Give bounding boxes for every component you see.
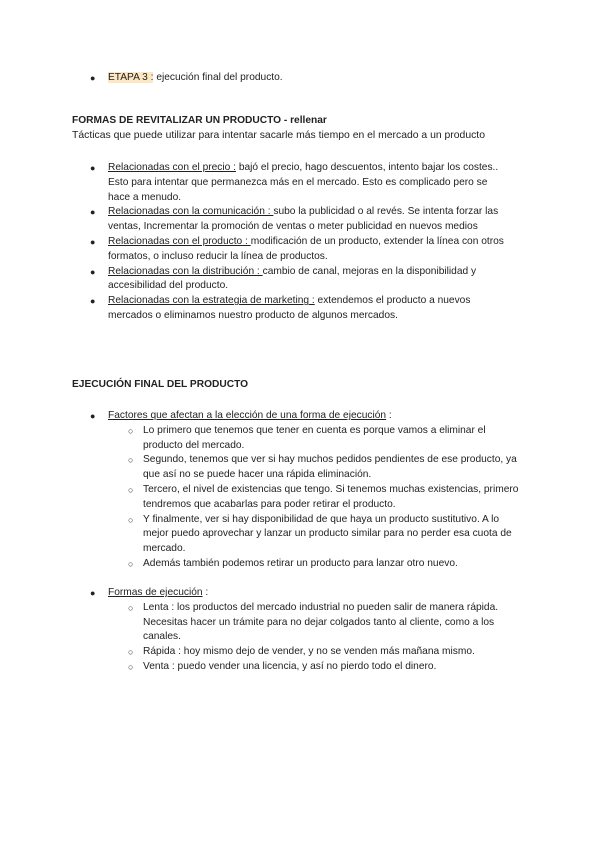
factores-sublist	[0, 424, 600, 572]
sub-item-text: Lo primero que tenemos que tener en cuenta es porque vamos a eliminar el producto del mercado.	[143, 424, 486, 451]
list-item	[0, 205, 600, 235]
item-label: Relacionadas con el precio :	[108, 162, 236, 173]
item-text: bajó el precio, hago descuentos, intento bajar los costes.. Esto para intentar que permanezca más en el mercado. Esto es complicado pero se hace a menudo.	[108, 162, 499, 203]
section-title-ejecucion: EJECUCIÓN FINAL DEL PRODUCTO	[72, 379, 249, 390]
bullet-icon: ●	[90, 411, 96, 421]
bullet-icon: ●	[90, 266, 96, 277]
sub-item-text: Lenta : los productos del mercado industrial no pueden salir de manera rápida. Necesitas hacer un trámite para no dejar colgados tanto al cliente, como a los canales.	[143, 601, 499, 643]
item-label: Relacionadas con la comunicación :	[108, 206, 274, 218]
bullet-icon: ●	[90, 296, 96, 307]
bullet-icon: ●	[90, 207, 96, 218]
sub-list-item	[0, 645, 600, 660]
factores-block	[0, 409, 600, 572]
sub-item-text: Y finalmente, ver si hay disponibilidad de que haya un producto sustitutivo. A lo mejor puedo aprovechar y lanzar un producto similar para no perder esa cuota de mercado.	[143, 513, 512, 555]
sub-item-text: Segundo, tenemos que ver si hay muchos pedidos pendientes de ese producto, ya que así no se puede hacer una rápida eliminación.	[143, 454, 517, 481]
item-text: extendemos el producto a nuevos mercados o eliminamos nuestro producto de algunos mercados.	[108, 295, 471, 321]
circle-bullet-icon: ○	[128, 647, 134, 658]
list-item	[0, 71, 600, 86]
formas-suffix: :	[202, 587, 209, 598]
tacticas-list	[0, 161, 600, 324]
item-label: Relacionadas con la estrategia de marketing :	[108, 295, 315, 307]
sub-list-item	[0, 483, 600, 513]
sub-list-item	[0, 424, 600, 454]
list-item	[0, 265, 600, 295]
sub-list-item	[0, 601, 600, 645]
formas-label: Formas de ejecución	[108, 587, 203, 598]
formas-sublist	[0, 601, 600, 675]
item-text: subo la publicidad o al revés. Se intenta forzar las ventas, Incrementar la promoción de ventas o meter publicidad en nuevos medios	[108, 206, 499, 233]
bullet-icon: ●	[90, 73, 96, 83]
sub-list-item	[0, 513, 600, 557]
item-label: Relacionadas con el producto :	[108, 235, 251, 247]
sub-item-text: Tercero, el nivel de existencias que tengo. Si tenemos muchas existencias, primero tendremos que acabarlas para poder retirar el producto.	[143, 483, 519, 510]
item-text: cambio de canal, mejoras en la disponibilidad y accesibilidad del producto.	[108, 265, 477, 292]
circle-bullet-icon: ○	[128, 455, 134, 466]
list-item	[0, 161, 600, 205]
item-text: modificación de un producto, extender la línea con otros formatos, o incluso reducir la línea de productos.	[108, 235, 504, 262]
item-label: Relacionadas con la distribución :	[108, 265, 263, 277]
bullet-icon: ●	[90, 588, 96, 598]
circle-bullet-icon: ○	[128, 484, 134, 495]
list-item	[0, 586, 600, 601]
circle-bullet-icon: ○	[128, 425, 134, 436]
circle-bullet-icon: ○	[128, 602, 134, 613]
list-item	[0, 235, 600, 265]
factores-suffix: :	[386, 410, 392, 421]
circle-bullet-icon: ○	[128, 514, 134, 525]
bullet-icon: ●	[90, 236, 96, 247]
etapa-text: ejecución final del producto.	[153, 72, 283, 83]
section-intro: Tácticas que puede utilizar para intentar sacarle más tiempo en el mercado a un producto	[72, 130, 485, 141]
formas-block	[0, 586, 600, 675]
sub-list-item	[0, 660, 600, 675]
list-item	[0, 409, 600, 424]
list-item	[0, 294, 600, 324]
sub-item-text: Venta : puedo vender una licencia, y así no pierdo todo el dinero.	[143, 660, 437, 672]
sub-item-text: Rápida : hoy mismo dejo de vender, y no se venden más mañana mismo.	[143, 646, 475, 658]
circle-bullet-icon: ○	[128, 661, 134, 672]
sub-list-item	[0, 557, 600, 572]
factores-label: Factores que afectan a la elección de una forma de ejecución	[108, 410, 387, 421]
circle-bullet-icon: ○	[128, 558, 134, 569]
sub-item-text: Además también podemos retirar un producto para lanzar otro nuevo.	[143, 557, 458, 569]
etapa-list	[0, 71, 600, 86]
etapa-label: ETAPA 3 :	[108, 72, 154, 83]
bullet-icon: ●	[90, 163, 96, 173]
section-title-revitalizar: FORMAS DE REVITALIZAR UN PRODUCTO - rellenar	[72, 115, 327, 126]
sub-list-item	[0, 453, 600, 483]
